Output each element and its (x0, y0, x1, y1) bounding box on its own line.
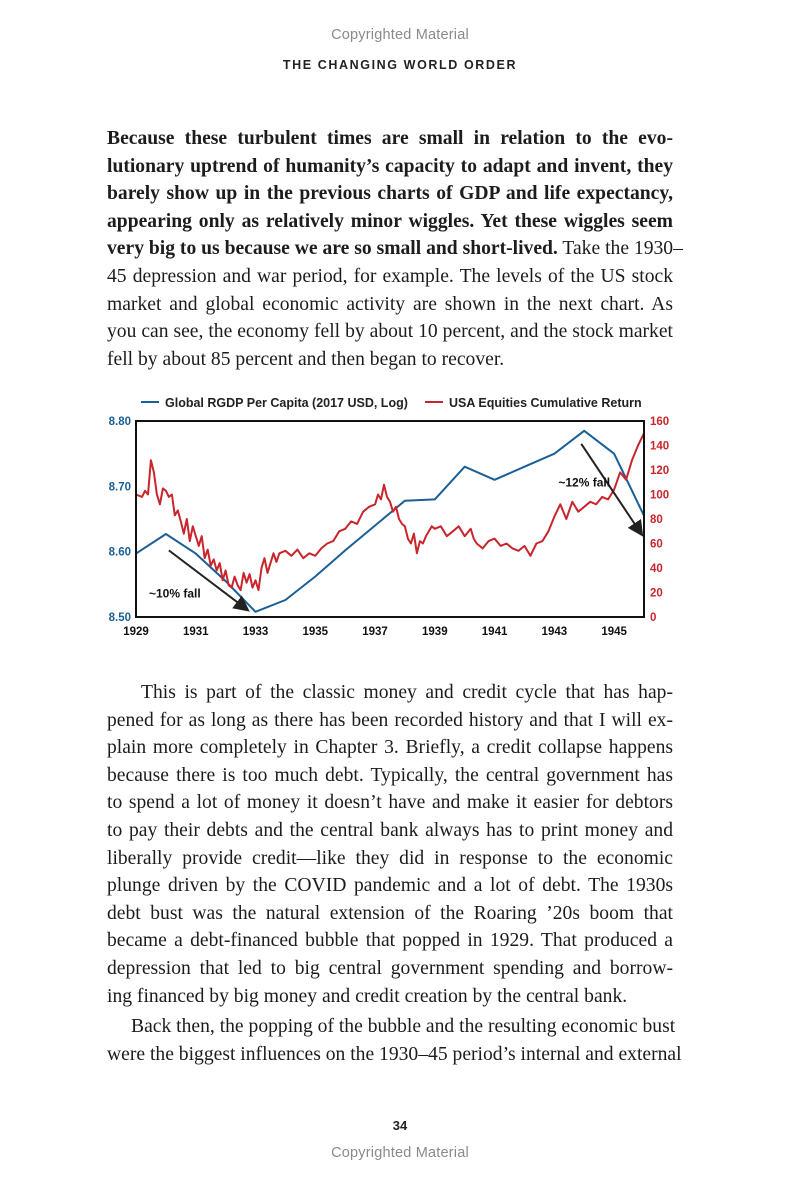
x-tick-label: 1929 (123, 626, 149, 638)
legend-label-equities: USA Equities Cumulative Return (449, 396, 642, 410)
paragraph-3 (107, 1013, 682, 1068)
plot-frame (136, 421, 644, 617)
x-tick-label: 1933 (242, 626, 269, 638)
x-tick-label: 1941 (481, 626, 508, 638)
x-tick-label: 1935 (302, 626, 329, 638)
text-line: plain more completely in Chapter 3. Briefly, a credit collapse happens (107, 737, 673, 759)
chart-legend (141, 396, 642, 410)
running-head: THE CHANGING WORLD ORDER (282, 58, 518, 72)
text-line: Back then, the popping of the bubble and the resulting economic bust (131, 1016, 676, 1037)
y-right-tick-label: 60 (650, 538, 663, 551)
y-left-tick-label: 8.70 (108, 481, 131, 494)
text-line: market and global economic activity are shown in the next chart. As (107, 293, 673, 315)
text-line: depression that led to big central government spending and borrow- (107, 957, 673, 979)
annotation-label: ~12% fall (558, 475, 611, 490)
y-right-tick-label: 160 (650, 416, 670, 428)
x-tick-label: 1945 (601, 626, 627, 638)
text-line: appearing only as relatively minor wiggles. Yet these wiggles seem (107, 210, 673, 232)
y-left-tick-label: 8.50 (108, 612, 131, 624)
text-line: fell by about 85 percent and then began to recover. (107, 348, 505, 370)
equities-series-line (136, 433, 644, 590)
text-line: ing financed by big money and credit creation by the central bank. (107, 985, 628, 1007)
paragraph-2 (107, 679, 673, 1010)
x-tick-label: 1931 (182, 626, 209, 638)
text-line: you can see, the economy fell by about 10 percent, and the stock market (107, 321, 673, 343)
copyright-watermark-bottom: Copyrighted Material (331, 1145, 469, 1161)
text-line: very big to us because we are so small and short-lived. Take the 1930– (107, 238, 683, 260)
x-tick-label: 1937 (362, 626, 388, 638)
text-line: Because these turbulent times are small in relation to the evo- (107, 128, 673, 149)
text-line: because there is too much debt. Typically, the central government has (107, 764, 673, 786)
copyright-watermark-top: Copyrighted Material (331, 27, 469, 43)
x-tick-label: 1939 (422, 626, 448, 638)
y-right-tick-label: 0 (650, 612, 657, 624)
y-right-tick-label: 120 (650, 465, 670, 477)
text-line: were the biggest influences on the 1930–45 period’s internal and external (107, 1043, 682, 1065)
gdp-series-line (136, 431, 644, 612)
text-line: 45 depression and war period, for example. The levels of the US stock (107, 265, 673, 287)
text-line: This is part of the classic money and credit cycle that has hap- (141, 682, 673, 703)
y-right-tick-label: 100 (650, 489, 670, 502)
annotation-label: ~10% fall (148, 586, 201, 601)
text-line: lutionary uptrend of humanity’s capacity to adapt and invent, they (107, 155, 673, 177)
text-line: plunge driven by the COVID pandemic and a lot of debt. The 1930s (107, 875, 673, 897)
y-left-tick-label: 8.60 (108, 546, 131, 559)
gdp-vs-equities-chart (100, 388, 670, 644)
y-left-tick-label: 8.80 (108, 416, 131, 428)
x-tick-label: 1943 (541, 626, 568, 638)
y-right-tick-label: 140 (650, 440, 670, 453)
paragraph-1 (107, 125, 683, 373)
text-line: to pay their debts and the central bank always has to print money and (107, 819, 673, 841)
y-right-tick-label: 80 (650, 514, 663, 526)
y-right-tick-label: 40 (650, 563, 663, 575)
y-right-tick-label: 20 (650, 587, 663, 600)
page-number: 34 (392, 1118, 408, 1133)
legend-label-gdp: Global RGDP Per Capita (2017 USD, Log) (165, 396, 408, 410)
text-line: debt bust was the natural extension of the Roaring ’20s boom that (107, 902, 673, 924)
text-line: became a debt-financed bubble that popped in 1929. That produced a (107, 930, 673, 952)
text-line: to spend a lot of money it doesn’t have and make it easier for debtors (107, 792, 673, 814)
text-line: liberally provide credit—like they did in response to the economic (107, 847, 673, 869)
text-line: barely show up in the previous charts of GDP and life expectancy, (107, 183, 673, 205)
text-line: pened for as long as there has been recorded history and that I will ex- (107, 709, 673, 731)
